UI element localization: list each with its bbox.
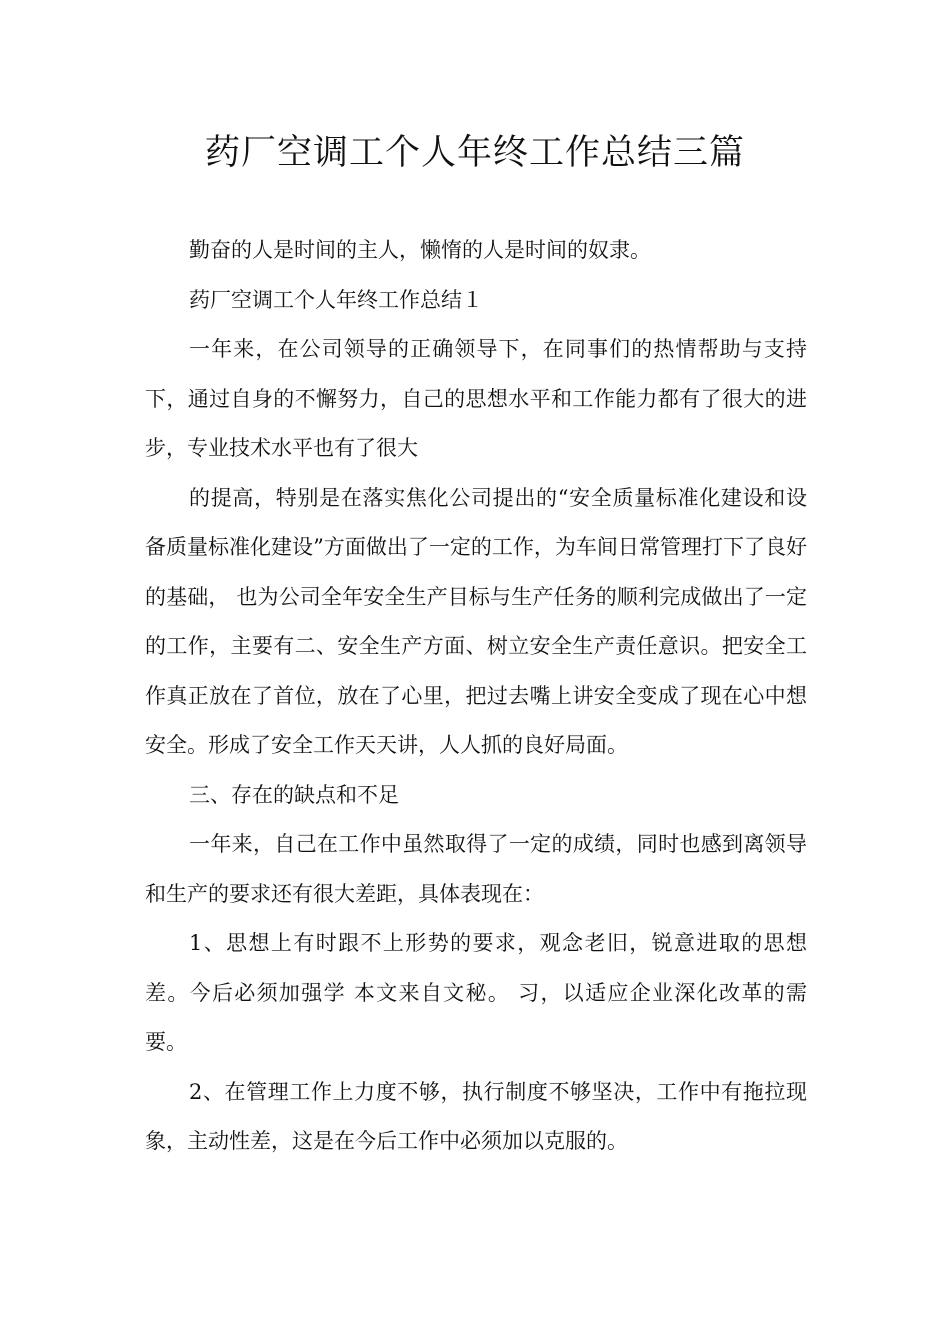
section-heading-shortcomings: 三、存在的缺点和不足 <box>189 782 399 807</box>
paragraph-motto: 勤奋的人是时间的主人，懒惰的人是时间的奴隶。 <box>189 238 651 262</box>
section-heading-summary-1: 药厂空调工个人年终工作总结１ <box>189 287 483 312</box>
document-body <box>145 226 807 1167</box>
paragraph-safety: 的提高，特别是在落实焦化公司提出的“安全质量标准化建设和设备质量标准化建设”方面做出了一定的工作，为车间日常管理打下了良好的基础， 也为公司全年安全生产目标与生产任务的顺利完成做出了一定的工作，主要有二、安全生产方面、树立安全生产责任意识。把安全工作真正放在了首位，放在了心里，把过去嘴上讲安全变成了现在心中想安全。形成了安全工作天天讲，人人抓的良好局面。 <box>145 485 807 757</box>
list-item-1: 1、思想上有时跟不上形势的要求，观念老旧，锐意进取的思想差。今后必须加强学 本文来自文秘。 习，以适应企业深化改革的需要。 <box>145 931 807 1054</box>
paragraph-shortcomings-intro: 一年来，自己在工作中虽然取得了一定的成绩，同时也感到离领导和生产的要求还有很大差距，具体表现在： <box>145 832 807 906</box>
list-item-2: 2、在管理工作上力度不够，执行制度不够坚决，工作中有拖拉现象，主动性差，这是在今后工作中必须加以克服的。 <box>145 1079 807 1153</box>
document-title: 药厂空调工个人年终工作总结三篇 <box>204 133 745 173</box>
paragraph-intro: 一年来，在公司领导的正确领导下，在同事们的热情帮助与支持下，通过自身的不懈努力，自己的思想水平和工作能力都有了很大的进步，专业技术水平也有了很大 <box>145 337 807 460</box>
